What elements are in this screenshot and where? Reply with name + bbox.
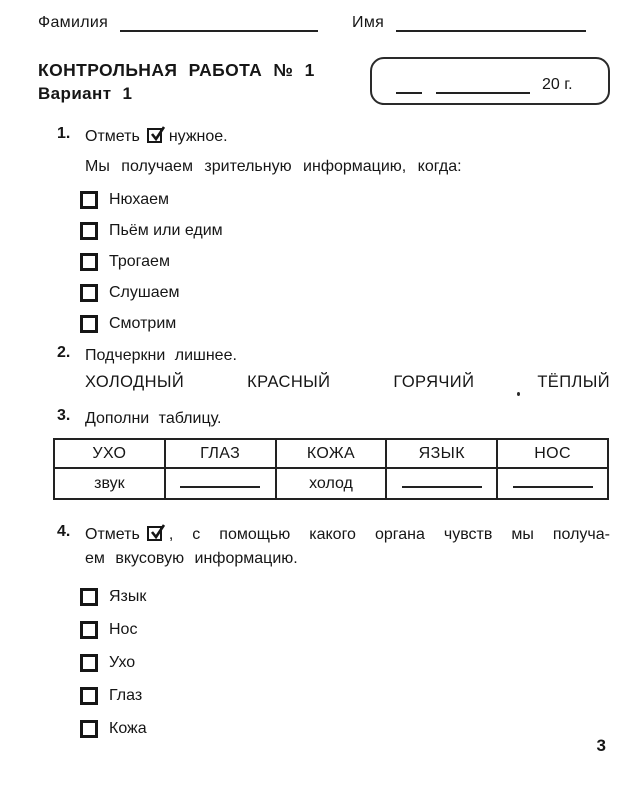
question-1-lead: Мы получаем зрительную информацию, когда:	[85, 158, 462, 175]
date-month-field-line[interactable]	[436, 91, 530, 94]
surname-label: Фамилия	[38, 14, 109, 31]
question-1-prompt	[85, 125, 610, 149]
option-label: Кожа	[109, 719, 147, 737]
question-2-prompt: Подчеркни лишнее.	[85, 347, 237, 364]
option-label: Трогаем	[109, 252, 170, 270]
table-blank-field[interactable]	[180, 475, 260, 488]
option-row	[80, 184, 610, 215]
table-cell: звук	[54, 468, 165, 499]
word-choice[interactable]: ГОРЯЧИЙ	[393, 373, 475, 391]
table-cell	[497, 468, 608, 499]
question-2-words	[85, 370, 610, 394]
checkbox-icon[interactable]	[80, 687, 98, 705]
question-4-prompt-line2: ем вкусовую информацию.	[85, 550, 298, 567]
option-row	[80, 246, 610, 277]
word-choice[interactable]: ТЁПЛЫЙ	[537, 373, 610, 391]
question-4	[38, 523, 610, 745]
checked-checkbox-icon	[147, 526, 162, 541]
date-day-field-line[interactable]	[396, 91, 422, 94]
checkbox-icon[interactable]	[80, 621, 98, 639]
question-1	[38, 125, 610, 339]
option-label: Глаз	[109, 686, 143, 704]
table-blank-field[interactable]	[402, 475, 482, 488]
table-cell: холод	[276, 468, 387, 499]
option-row	[80, 277, 610, 308]
stray-print-dot	[517, 392, 520, 396]
option-label: Нюхаем	[109, 190, 169, 208]
checkbox-icon[interactable]	[80, 720, 98, 738]
question-1-number: 1.	[57, 125, 71, 142]
question-1-prompt-before: Отметь	[85, 128, 140, 145]
option-row	[80, 613, 610, 646]
table-header-row	[54, 439, 608, 468]
checkbox-icon[interactable]	[80, 253, 98, 271]
title-block	[38, 59, 315, 105]
date-box	[370, 57, 610, 105]
table-row	[54, 468, 608, 499]
table-blank-field[interactable]	[513, 475, 593, 488]
question-3	[38, 407, 610, 500]
option-row	[80, 679, 610, 712]
header-row	[38, 59, 610, 105]
firstname-label: Имя	[352, 14, 385, 31]
page-title: КОНТРОЛЬНАЯ РАБОТА № 1	[38, 60, 315, 80]
page-number: 3	[596, 736, 606, 755]
table-header-cell: НОС	[497, 439, 608, 468]
question-4-prompt-line1	[85, 523, 610, 547]
checkbox-icon[interactable]	[80, 588, 98, 606]
variant-subtitle: Вариант 1	[38, 84, 133, 103]
table-header-cell: ГЛАЗ	[165, 439, 276, 468]
option-label: Смотрим	[109, 314, 177, 332]
checkbox-icon[interactable]	[80, 191, 98, 209]
question-4-prompt-after: , с помощью какого органа чувств мы получа-	[168, 526, 610, 543]
question-2-number: 2.	[57, 344, 71, 361]
option-label: Пьём или едим	[109, 221, 223, 239]
option-row	[80, 215, 610, 246]
checkbox-icon[interactable]	[80, 284, 98, 302]
question-1-prompt-after: нужное.	[168, 128, 228, 145]
firstname-field-line[interactable]	[396, 28, 586, 32]
question-4-options	[80, 580, 610, 745]
checkbox-icon[interactable]	[80, 315, 98, 333]
table-cell	[386, 468, 497, 499]
question-1-options	[80, 184, 610, 339]
name-row	[38, 8, 610, 32]
date-year-suffix: 20 г.	[542, 76, 573, 93]
option-label: Ухо	[109, 653, 136, 671]
word-choice[interactable]: ХОЛОДНЫЙ	[85, 373, 185, 391]
option-row	[80, 308, 610, 339]
table-header-cell: КОЖА	[276, 439, 387, 468]
question-3-number: 3.	[57, 407, 71, 424]
table-header-cell: УХО	[54, 439, 165, 468]
senses-table	[53, 438, 609, 500]
option-row	[80, 580, 610, 613]
question-4-number: 4.	[57, 523, 71, 540]
question-4-prompt-before: Отметь	[85, 526, 140, 543]
table-cell	[165, 468, 276, 499]
table-header-cell: ЯЗЫК	[386, 439, 497, 468]
option-row	[80, 712, 610, 745]
surname-field-line[interactable]	[120, 28, 318, 32]
checkbox-icon[interactable]	[80, 222, 98, 240]
checked-checkbox-icon	[147, 128, 162, 143]
question-3-prompt: Дополни таблицу.	[85, 410, 222, 427]
question-2	[38, 344, 610, 394]
checkbox-icon[interactable]	[80, 654, 98, 672]
option-label: Нос	[109, 620, 138, 638]
option-label: Язык	[109, 587, 147, 605]
word-choice[interactable]: КРАСНЫЙ	[247, 373, 331, 391]
option-label: Слушаем	[109, 283, 180, 301]
option-row	[80, 646, 610, 679]
